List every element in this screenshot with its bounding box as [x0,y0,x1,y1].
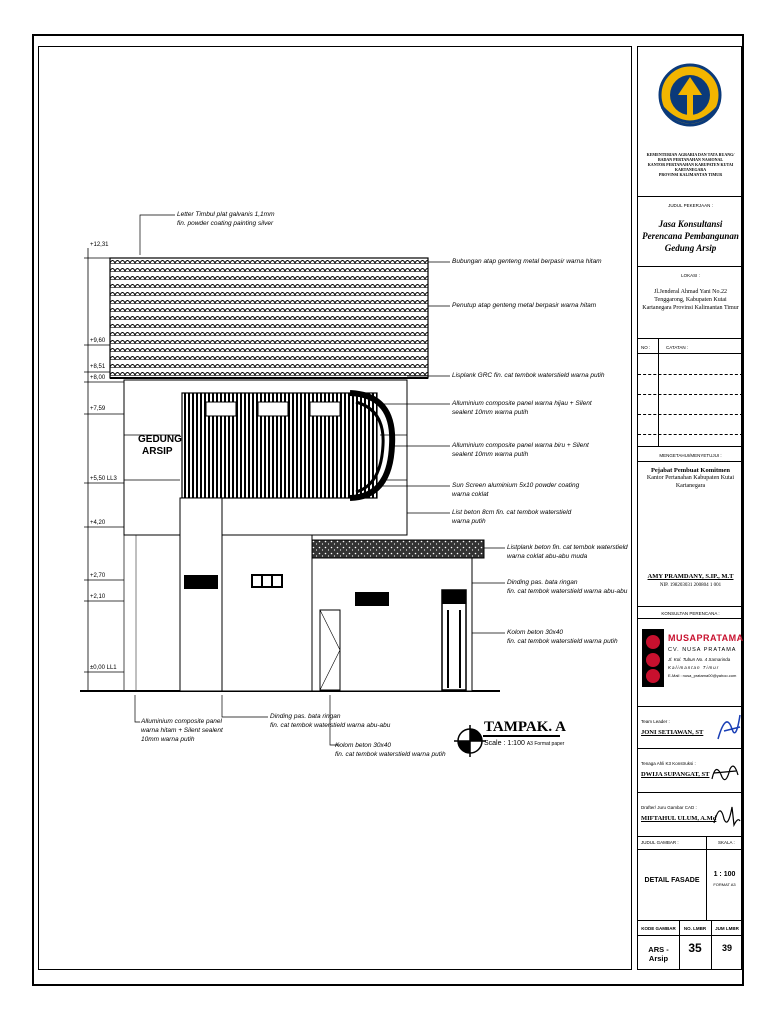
left-tower-wall [180,498,222,691]
total-sheets: 39 [721,943,732,953]
sheet-scale: 1 : 100 [713,871,736,878]
drafter-cell: Drafter/ Juru Gambar CAD : MIFTAHUL ULUM, A.Md [638,793,743,837]
sheet-title: DETAIL FASADE [644,877,700,884]
annotation-lisplank: Lisplank GRC fin. cat tembok waterstield warna putih [452,372,605,379]
elevation-label: +2,10 [90,594,106,600]
signature-mark [714,709,742,745]
annotation-penutup: Penutup atap genteng metal berpasir warna hitam [452,302,597,309]
judul-gambar-cell: JUDUL GAMBAR : SKALA : DETAIL FASADE 1 : 100 FORMAT A3 [638,837,743,921]
government-logo-emblem [638,47,743,147]
mengetahui-cell: MENGETAHUI/MENYETUJUI : Pejabat Pembuat Komitmen Kantor Pertanahan Kabupaten Kutai Kartanegara AMY PRAMDANY, S.IP., M.T NIP. 198203031 200804 1 001 [638,447,743,607]
roof-tiles [110,258,428,378]
catatan-cell: NO : CATATAN : [638,339,743,447]
elevation-label: ±0,00 LL1 [90,665,117,671]
annotation-dinding-right: Dinding pas. bata ringan fin. cat tembok waterstield warna abu-abu [507,579,628,595]
annotation-sunscreen: Sun Screen aluminium 5x10 powder coating warna coklat [452,482,580,498]
drawing-title: TAMPAK. A [484,719,566,735]
logo-cell [638,47,743,197]
elevation-label: +8,51 [90,364,106,370]
company-name: CV. NUSA PRATAMA [668,647,737,653]
annotation-acp-bottom: Alluminium composite panel warna hitam + Silent sealent 10mm warna putih [141,718,223,743]
kode-gambar-cell: KODE GAMBAR NO. LMBR JUM LMBR ARS - Arsip 35 39 [638,921,743,969]
project-location: Jl.Jenderal Ahmad Yani No.22 Tenggarong, Kabupaten Kutai Kartanegara Provinsi Kalimantan Timur [642,289,739,311]
lokasi-cell: LOKASI : Jl.Jenderal Ahmad Yani No.22 Tenggarong, Kabupaten Kutai Kartanegara Provinsi Kalimantan Timur [638,267,743,339]
tenaga-ahli-cell: Tenaga Ahli K3 Konstruksi : DWIJA SUPANGAT, ST [638,749,743,793]
elevation-label: +4,20 [90,520,106,526]
ppk-nip: NIP. 198203031 200804 1 001 [659,583,722,588]
drawing-code: ARS - Arsip [648,945,669,963]
signature-mark [708,755,740,787]
middle-wall [222,535,312,691]
drafter-name: MIFTAHUL ULUM, A.Md [641,815,717,822]
elevation-label: +2,70 [90,573,106,579]
annotation-list-beton: List beton 8cm fin. cat tembok waterstield warna putih [452,509,572,525]
company-brand: MUSAPRATAMA [668,633,744,643]
door-right [442,590,466,690]
team-leader-cell: Team Leader : JONI SETIAWAN, ST [638,707,743,749]
tenaga-ahli-name: DWIJA SUPANGAT, ST [641,771,710,778]
sheet-number: 35 [688,941,702,955]
judul-pekerjaan-cell: JUDUL PEKERJAAN : Jasa Konsultansi Perencana Pembangunan Gedung Arsip [638,197,743,267]
team-leader-name: JONI SETIAWAN, ST [641,729,704,736]
building-label: GEDUNG ARSIP [138,434,182,457]
annotation-letter: Letter Timbul plat galvanis 1,1mm fin. powder coating painting silver [177,211,275,227]
company-logo-icon [642,629,664,687]
konsultan-cell: KONSULTAN PERENCANA : MUSAPRATAMA CV. NUSA PRATAMA Jl. Kol. Tubun No. 4 Samarinda Kalimantan Timur E-Mail : nusa_pratama00@yahoo.com [638,607,743,707]
annotation-bubungan: Bubungan atap genteng metal berpasir warna hitam [452,258,602,265]
ppk-name: AMY PRAMDANY, S.IP., M.T [647,573,734,580]
canopy-luifel [312,540,484,558]
project-title: Jasa Konsultansi Perencana Pembangunan Gedung Arsip [642,219,739,253]
elevation-label: +12,31 [90,242,109,248]
elevation-label: +7,59 [90,406,106,412]
elevation-label: +9,60 [90,338,106,344]
title-block [637,46,742,970]
annotation-kolom-bottom: Kolom beton 30x40 fin. cat tembok waterstield warna putih [335,742,446,758]
elevation-label: +5,50 LL3 [90,476,117,482]
drawing-scale: Scale : 1:100 A3 Format paper [484,740,565,747]
annotation-acp-green: Alluminium composite panel warna hijau + Silent sealent 10mm warna putih [452,400,592,416]
annotation-dinding-bottom: Dinding pas. bata ringan fin. cat tembok waterstield warna abu-abu [270,713,391,729]
annotation-kolom-right: Kolom beton 30x40 fin. cat tembok waterstield warna putih [507,629,618,645]
elevation-label: +8,00 [90,375,106,381]
signature-mark [710,797,742,831]
annotation-listplank: Listplank beton fin. cat tembok waterstield warna coklat abu-abu muda [507,544,628,560]
annotation-acp-blue: Alluminium composite panel warna biru + Silent sealent 10mm warna putih [452,442,589,458]
door-left [320,610,340,690]
logo-org-text: KEMENTERIAN AGRARIA DAN TATA RUANG/ BADAN PERTANAHAN NASIONAL KANTOR PERTANAHAN KABUPATEN KUTAI KARTANEGARA PROVINSI KALIMANTAN TIMUR [646,152,735,177]
